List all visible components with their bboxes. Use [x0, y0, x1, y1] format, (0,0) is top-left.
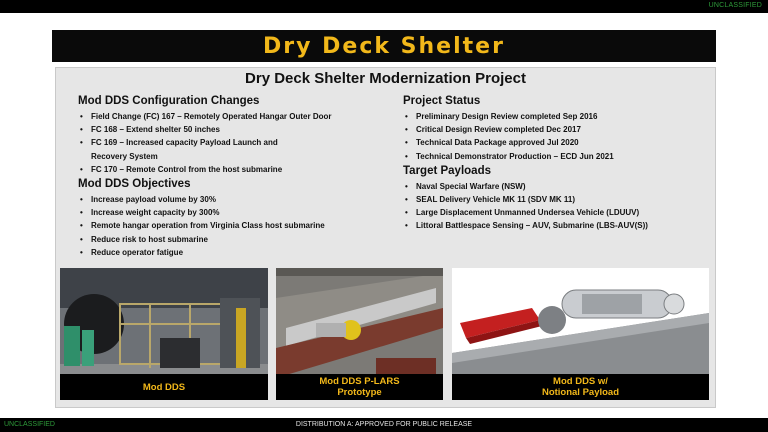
status-list: [403, 110, 708, 163]
objectives-list: [78, 193, 398, 259]
left-column: [78, 95, 398, 261]
list-item: • Large Displacement Unmanned Undersea Vehicle (LDUUV): [403, 206, 708, 219]
list-item: • Field Change (FC) 167 – Remotely Operated Hangar Outer Door: [78, 110, 398, 123]
slide-title: Dry Deck Shelter: [263, 33, 505, 59]
status-heading: Project Status: [403, 95, 481, 107]
title-banner: [52, 30, 716, 62]
config-list: [78, 110, 398, 176]
caption-line-1: Mod DDS P-LARS: [319, 376, 400, 387]
photo-plars-prototype: [276, 268, 443, 400]
caption-line-1: Mod DDS w/: [553, 376, 608, 387]
payloads-heading: Target Payloads: [403, 164, 491, 177]
list-item: • FC 168 – Extend shelter 50 inches: [78, 123, 398, 136]
payloads-list: [403, 180, 708, 233]
list-item: • FC 169 – Increased capacity Payload Launch and: [78, 136, 398, 149]
list-item: • Reduce operator fatigue: [78, 246, 398, 259]
panel-title: Dry Deck Shelter Modernization Project: [245, 70, 526, 87]
list-item: • Technical Data Package approved Jul 2020: [403, 136, 708, 149]
list-item: • Technical Demonstrator Production – ECD Jun 2021: [403, 150, 708, 163]
caption-line-2: Prototype: [337, 387, 382, 398]
list-item: • Naval Special Warfare (NSW): [403, 180, 708, 193]
list-item: • SEAL Delivery Vehicle MK 11 (SDV MK 11): [403, 193, 708, 206]
bottom-bar: [0, 418, 768, 432]
photo-caption: [452, 374, 709, 400]
right-column: [403, 95, 708, 235]
caption-line: Mod DDS: [142, 381, 186, 393]
photo-caption: [60, 374, 268, 400]
distribution-statement: DISTRIBUTION A: APPROVED FOR PUBLIC RELEASE: [295, 421, 473, 428]
photo-caption: [276, 374, 443, 400]
config-heading: Mod DDS Configuration Changes: [78, 95, 260, 107]
photo-notional-payload: [452, 268, 709, 400]
top-classification-bar: [0, 0, 768, 13]
list-item: • Reduce risk to host submarine: [78, 233, 398, 246]
classification-label-top: UNCLASSIFIED: [708, 2, 762, 9]
list-item: • Increase weight capacity by 300%: [78, 206, 398, 219]
list-item: • Littoral Battlespace Sensing – AUV, Submarine (LBS-AUV(S)): [403, 219, 708, 232]
list-item-continuation: Recovery System: [91, 151, 158, 161]
list-item: • Increase payload volume by 30%: [78, 193, 398, 206]
list-item: • Preliminary Design Review completed Sep 2016: [403, 110, 708, 123]
list-item: • FC 170 – Remote Control from the host submarine: [78, 163, 398, 176]
objectives-heading: Mod DDS Objectives: [78, 178, 191, 191]
caption-line-2: Notional Payload: [541, 387, 620, 398]
list-item: • Remote hangar operation from Virginia Class host submarine: [78, 219, 398, 232]
list-item: • Critical Design Review completed Dec 2017: [403, 123, 708, 136]
photo-mod-dds: [60, 268, 268, 400]
classification-label-bottom: UNCLASSIFIED: [4, 421, 55, 428]
